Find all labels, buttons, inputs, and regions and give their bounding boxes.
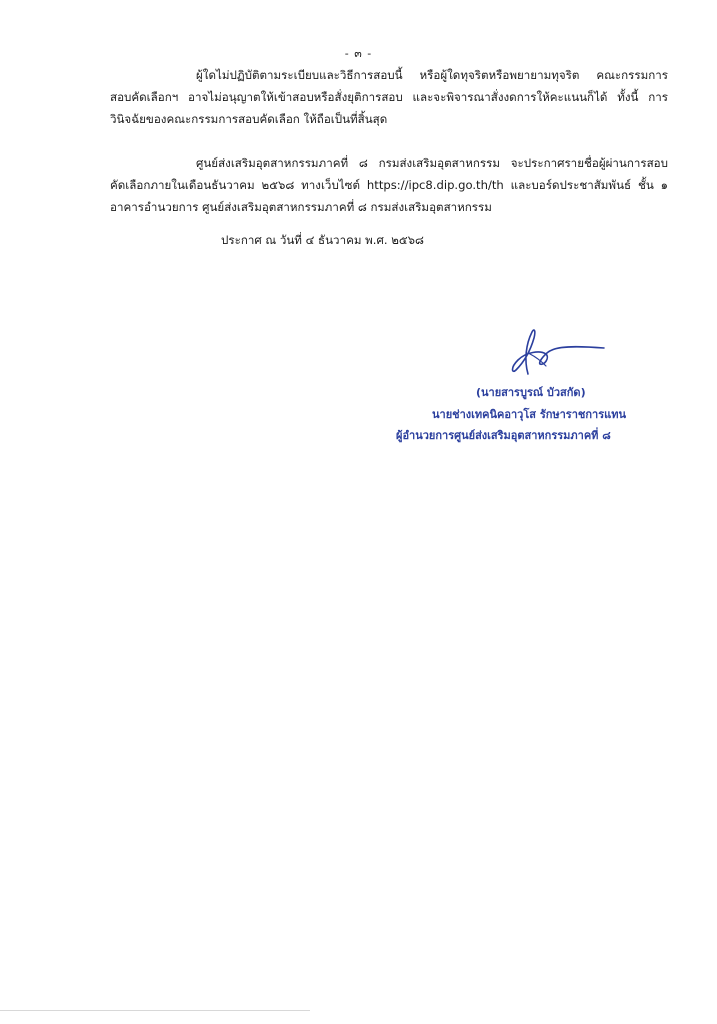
handwritten-signature: [500, 326, 610, 378]
paragraph-line: สอบคัดเลือกฯ อาจไม่อนุญาตให้เข้าสอบหรือสั่งยุติการสอบ และจะพิจารณาสั่งงดการให้คะแนนก็ได้ ทั้งนี้ การ: [110, 90, 668, 104]
signatory-name: (นายสารบูรณ์ บัวสกัด): [476, 386, 586, 399]
paragraph-misconduct: [110, 64, 668, 130]
signatory-position: ผู้อำนวยการศูนย์ส่งเสริมอุตสาหกรรมภาคที่ ๘: [396, 429, 611, 442]
page-number: - ๓ -: [344, 47, 373, 60]
paragraph-results-announcement: [110, 152, 668, 218]
signatory-title: นายช่างเทคนิคอาวุโส รักษาราชการแทน: [432, 408, 626, 421]
signature-block: [390, 320, 660, 450]
announcement-date: ประกาศ ณ วันที่ ๔ ธันวาคม พ.ศ. ๒๕๖๘: [221, 233, 424, 247]
paragraph-line: ผู้ใดไม่ปฏิบัติตามระเบียบและวิธีการสอบนี้ หรือผู้ใดทุจริตหรือพยายามทุจริต คณะกรรมการ: [196, 68, 668, 82]
paragraph-line: คัดเลือกภายในเดือนธันวาคม ๒๕๖๘ ทางเว็บไซต์ https://ipc8.dip.go.th/th และบอร์ดประชาสัมพันธ์ ชั้น ๑: [110, 178, 668, 192]
paragraph-line: ศูนย์ส่งเสริมอุตสาหกรรมภาคที่ ๘ กรมส่งเสริมอุตสาหกรรม จะประกาศรายชื่อผู้ผ่านการสอบ: [196, 156, 668, 170]
footer-divider: [0, 1010, 310, 1011]
paragraph-line: อาคารอำนวยการ ศูนย์ส่งเสริมอุตสาหกรรมภาคที่ ๘ กรมส่งเสริมอุตสาหกรรม: [110, 200, 492, 214]
paragraph-line: วินิจฉัยของคณะกรรมการสอบคัดเลือก ให้ถือเป็นที่สิ้นสุด: [110, 112, 388, 126]
